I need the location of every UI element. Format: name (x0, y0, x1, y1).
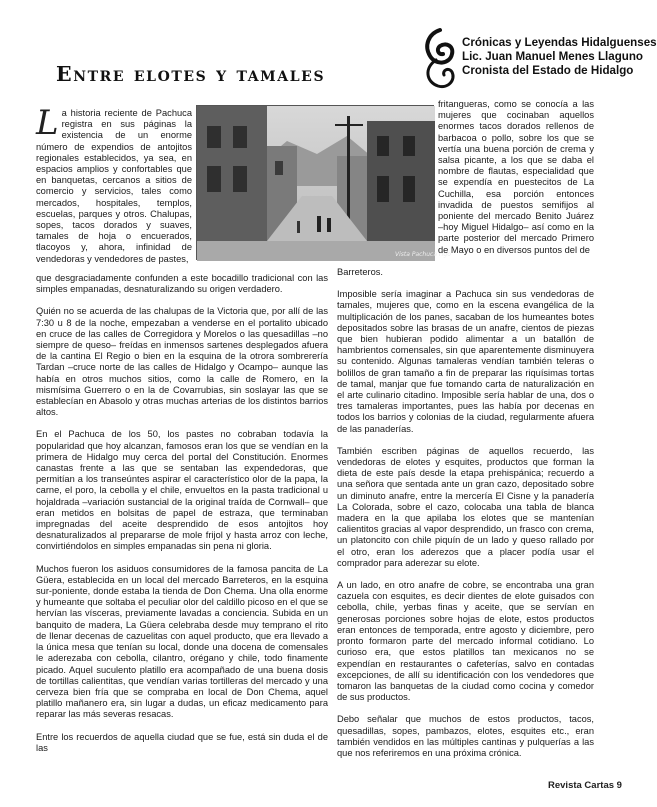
paragraph: Barreteros. (337, 267, 383, 277)
paragraph: Quién no se acuerda de las chalupas de la Victoria que, por allí de las 7:30 u 8 de la noche, empezaban a venderse en el portalito ubicado en cruce de las calles de Corregidora y Morelos o las quesadillas –no siempre de queso– freídas en inmensos sartenes desplegados afuera de la cantina El Regio o bien en la esquina de la otrora sombrerería Tardan –cruce norte de las calles de Hidalgo y Ocampo– aunque las había en otros muchos sitios, como la calle de Romero, en la mismísima Guerrero o en la de Covarrubias, sin soslayar las que se establecían en Abasolo y otras muchas arterias de los distintos barrios altos. (36, 306, 328, 418)
right-wrap-text: fritangueras, como se conocía a las mujeres que cocinaban aquellos enormes tacos dorados rellenos de barbacoa o pollo, sobre los que se vertía una buena porción de crema y salsa picante, a los que se daba el nombre de flautas, especialidad que se expendía en puestecitos de La Cuchilla, esa porción entonces invadida de puestos semifijos al poniente del mercado Benito Juárez –hoy Miguel Hidalgo– así como en la parte posterior del mercado Primero de Mayo o en diversos puntos del de (438, 99, 594, 255)
intro-wrap-left (36, 103, 192, 265)
left-column (36, 273, 328, 765)
photo-caption: Vista Pachuca Hgo (395, 251, 451, 258)
paragraph: Debo señalar que muchos de estos productos, tacos, quesadillas, sopes, pambazos, elotes, esquites etc., eran también vendidos en las múltiples cantinas y pulquerías a las que nos referiremos en una próxima crónica. (337, 714, 594, 758)
intro-text-left: a historia reciente de Pachuca registra en sus páginas la existencia de un enorme número de expendios de antojitos regionales establecidos, ya sea, en espacios amplios y confortables que en banquetas, cercanos a sitios de comercio y servicios, tales como mercados, hospitales, templos, escuelas, parques y otros. Chalupas, sopes, tacos dorados y suaves, tamales de hoja o encuerados, tlacoyos y, ahora, infinidad de vendedoras y vendedores de pastes, (36, 108, 192, 264)
page-footer: Revista Cartas 9 (548, 780, 622, 791)
spiral-ornament-icon (418, 26, 464, 92)
article-title: Entre elotes y tamales (56, 62, 326, 86)
column-header (462, 36, 657, 78)
author-role: Cronista del Estado de Hidalgo (462, 64, 634, 77)
author-name: Lic. Juan Manuel Menes Llaguno (462, 50, 644, 63)
paragraph: Imposible sería imaginar a Pachuca sin sus vendedoras de tamales, mujeres que, como en la escena evangélica de la multiplicación de los panes, sacaban de los humeantes botes depositados sobre las brasas de un anafre, cientos de piezas que bien hubieran podido alimentar a un batallón de hambrientos comensales, sin que aparentemente disminuyera su contenido. Algunas tamaleras vendían también teleras o bolillos de gran tamaño a fin de preparar las riquísimas tortas de tamal, manjar que fue tomando carta de naturalización en el arte culinario citadino. Imposible sería hablar de una, dos o tres tamaleras importantes, pues las había por decenas en todos los barrios y colonias de la ciudad, regularmente afuera de las panaderías. (337, 289, 594, 434)
paragraph: También escriben páginas de aquellos recuerdo, las vendedoras de elotes y esquites, productos que forman la dieta de este país desde la etapa prehispánica; recuerdo a una señora que sentada ante un gran cazo, depositado sobre un diminuto anafre, entre la mercería El Cisne y la panadería La Colorada, sobre el cazo, colocaba una tabla de blanca madera en la que apilaba los elotes que se mantenían calientitos gracias al vapor desprendido, un frasco con crema, un platoncito con chile piquín de un lado y queso rallado por el otro, eran los aderezos que a placer podía usar el comprador para aderezar su elote. (337, 445, 594, 568)
intro-continuation: que desgraciadamente confunden a este bocadillo tradicional con las simples empanadas, desnaturalizando su origen verdadero. (36, 273, 328, 295)
historical-street-photo (196, 105, 451, 260)
drop-cap: L (36, 103, 59, 143)
right-column (337, 267, 594, 770)
paragraph: A un lado, en otro anafre de cobre, se encontraba una gran cazuela con esquites, es decir dientes de elote guisados con cebolla, chile, yerbas finas y aceite, que se servían en generosas porciones sobre hojas de elote, estos productos eran entonces de temporada, entre agosto y diciembre, pero pronto formaron parte del mercado informal cotidiano. Lo curioso era, que estos platillos tan mexicanos no se expendían en restaurantes o cafeterías, salvo en contadas excepciones, de allí su identificación con los vendedores que tomaron las banquetas de la ciudad como cocina y comedor de sus productos. (337, 580, 594, 703)
series-title: Crónicas y Leyendas Hidalguenses (462, 36, 657, 49)
paragraph: Muchos fueron los asiduos consumidores de la famosa pancita de La Güera, establecida en un local del mercado Barreteros, en la esquina sur-poniente, donde estaba la tienda de Don Chema. Una olla enorme y humeante que soltaba el peculiar olor del caldillo picoso en el que se hervían las vísceras, previamente lavadas a conciencia. Subida en un banquito de madera, La Güera celebraba desde muy temprano el rito de llenar decenas de cazuelitas con aquel producto, que era llevado a la única mesa que tenían su local, donde una docena de comensales le aderezaba con cebolla, cilantro, orégano y chile, todo finamente picado. Aquel suculento platillo era acompañado de una buena dosis de tortillas calientitas, que vendían varias tortilleras del mercado y una cerveza bien fría que se compraba en local de Don Chema, aquel platillo mañanero era, sin lugar a dudas, un eficaz medicamento para reparar las más severas resacas. (36, 563, 328, 720)
paragraph: Entre los recuerdos de aquella ciudad que se fue, está sin duda el de las (36, 731, 328, 753)
paragraph: En el Pachuca de los 50, los pastes no cobraban todavía la popularidad que hoy alcanzan, famosos eran los que se vendían en la primera de Hidalgo muy cerca del portal del Constitución. Enormes canastas frente a las que se sentaban las expendedoras, que permitían a los transeúntes aspirar el característico olor de la papa, la carne, el poro, la cebolla y el chile, envueltos en la pasta tradicional u hojaldrada –variación sustancial de la original traída de Cornwall– que eran metidos en bolsitas de papel de estraza, que terminaban impregnadas del aceite desprendido de esos antojitos hoy desnaturalizados al prepararse de mole frijol y hasta arroz con leche, convirtiéndolos en simples empanadas sin pena ni gloria. (36, 429, 328, 552)
